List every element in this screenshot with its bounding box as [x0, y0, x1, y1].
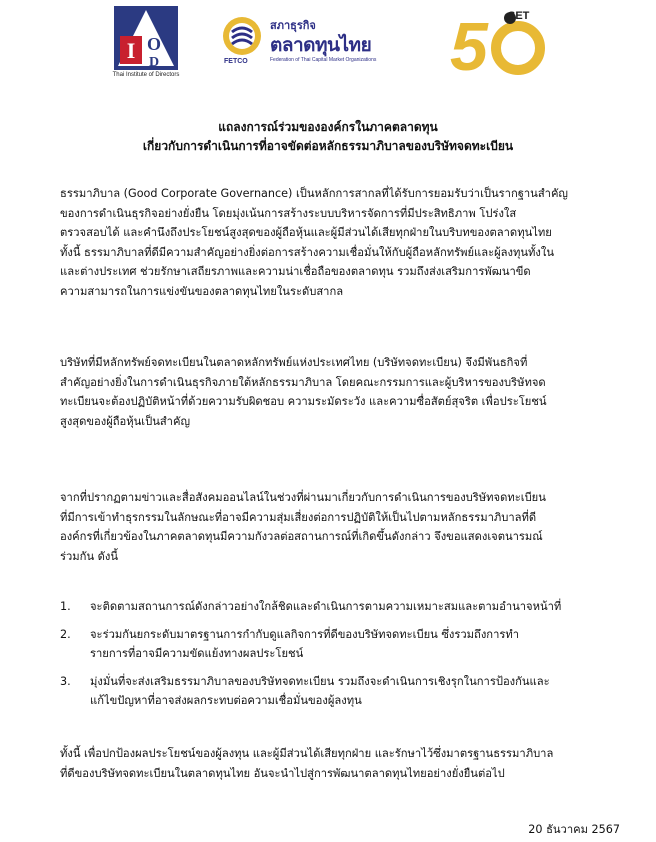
paragraph-line: ธรรมาภิบาล (Good Corporate Governance) เป็นหลักการสากลที่ได้รับการยอมรับว่าเป็นรากฐานสำคัญ: [60, 187, 568, 200]
commitment-list: [60, 597, 628, 719]
logo-header: [0, 0, 656, 90]
set-50th-logo: [448, 6, 558, 78]
list-item: [60, 625, 628, 664]
iod-emblem: [114, 6, 178, 70]
svg-text:D: D: [148, 55, 160, 70]
fetco-name-large: ตลาดทุนไทย: [270, 34, 372, 56]
list-item-line: จะติดตามสถานการณ์ดังกล่าวอย่างใกล้ชิดและดำเนินการตามความเหมาะสมและตามอำนาจหน้าที่: [90, 600, 562, 613]
paragraph-line: ของการดำเนินธุรกิจอย่างยั่งยืน โดยมุ่งเน้นการสร้างระบบบริหารจัดการที่มีประสิทธิภาพ โปร่งใส: [60, 206, 517, 220]
list-item: [60, 672, 628, 711]
paragraph-3: [60, 488, 628, 566]
paragraph-line: ที่ดีของบริษัทจดทะเบียนในตลาดทุนไทย อันจะนำไปสู่การพัฒนาตลาดทุนไทยอย่างยั่งยืนต่อไป: [60, 766, 505, 780]
paragraph-1: [60, 184, 628, 301]
set-50-graphic: [448, 6, 558, 78]
paragraph-line: บริษัทที่มีหลักทรัพย์จดทะเบียนในตลาดหลักทรัพย์แห่งประเทศไทย (บริษัทจดทะเบียน) จึงมีพันธกิจที่: [60, 356, 528, 369]
list-item: [60, 597, 628, 617]
fetco-tag: FETCO: [224, 58, 248, 65]
list-item-line: แก้ไขปัญหาที่อาจส่งผลกระทบต่อความเชื่อมั่นของผู้ลงทุน: [90, 694, 362, 707]
fetco-emblem: [220, 16, 266, 58]
list-item-line: จะร่วมกันยกระดับมาตรฐานการกำกับดูแลกิจการที่ดีของบริษัทจดทะเบียน ซึ่งรวมถึงการทำ: [90, 627, 520, 641]
paragraph-line: ร่วมกัน ดังนี้: [60, 549, 119, 563]
closing-paragraph: [60, 744, 628, 783]
list-number: 1.: [60, 600, 71, 613]
paragraph-line: ทั้งนี้ ธรรมาภิบาลที่ดีมีความสำคัญอย่างยิ่งต่อการสร้างความเชื่อมั่นให้กับผู้ถือหลักทรัพย์และผู้ลงทุนทั้งใน: [60, 245, 554, 259]
paragraph-line: และต่างประเทศ ช่วยรักษาเสถียรภาพและความน่าเชื่อถือของตลาดทุน รวมถึงส่งเสริมการพัฒนาขีด: [60, 265, 531, 278]
fetco-logo: [218, 14, 418, 74]
svg-text:I: I: [126, 38, 136, 63]
paragraph-line: จากที่ปรากฏตามข่าวและสื่อสังคมออนไลน์ในช่วงที่ผ่านมาเกี่ยวกับการดำเนินการของบริษัทจดทะเบียน: [60, 491, 546, 504]
iod-emblem-graphic: [114, 6, 178, 70]
paragraph-line: ที่มีการเข้าทำธุรกรรมในลักษณะที่อาจมีความสุ่มเสี่ยงต่อการปฏิบัติให้เป็นไปตามหลักธรรมาภิบาลที่ดี: [60, 510, 537, 524]
paragraph-line: ความสามารถในการแข่งขันของตลาดทุนไทยในระดับสากล: [60, 284, 344, 298]
list-item-line: มุ่งมั่นที่จะส่งเสริมธรรมาภิบาลของบริษัทจดทะเบียน รวมถึงจะดำเนินการเชิงรุกในการป้องกันและ: [90, 674, 550, 688]
set-wordmark: SET: [508, 10, 530, 22]
paragraph-line: สำคัญอย่างยิ่งในการดำเนินธุรกิจภายใต้หลักธรรมาภิบาล โดยคณะกรรมการและผู้บริหารของบริษัทจด: [60, 375, 546, 389]
svg-text:5: 5: [450, 9, 488, 78]
list-item-line: รายการที่อาจมีความขัดแย้งทางผลประโยชน์: [90, 647, 304, 660]
iod-logo: [106, 6, 186, 84]
list-number: 2.: [60, 627, 71, 641]
fetco-name-small: สภาธุรกิจ: [270, 19, 316, 32]
list-number: 3.: [60, 674, 71, 688]
set-50th-suffix: th: [532, 30, 541, 40]
document-date: 20 ธันวาคม 2567: [528, 823, 620, 836]
fetco-name-en: Federation of Thai Capital Market Organizations: [270, 57, 377, 63]
document-title-line-1: แถลงการณ์ร่วมขององค์กรในภาคตลาดทุน: [218, 120, 438, 134]
paragraph-line: ทั้งนี้ เพื่อปกป้องผลประโยชน์ของผู้ลงทุน และผู้มีส่วนได้เสียทุกฝ่าย และรักษาไว้ซึ่งมาตรฐานธรรมาภิบาล: [60, 747, 554, 760]
svg-text:O: O: [146, 34, 162, 54]
paragraph-line: ทะเบียนจะต้องปฏิบัติหน้าที่ด้วยความรับผิดชอบ ความระมัดระวัง และความซื่อสัตย์สุจริต เพื่อประโยชน์: [60, 395, 547, 408]
paragraph-line: องค์กรที่เกี่ยวข้องในภาคตลาดทุนมีความกังวลต่อสถานการณ์ที่เกิดขึ้นดังกล่าว จึงขอแสดงเจตนารมณ์: [60, 530, 543, 543]
paragraph-2: [60, 353, 628, 431]
paragraph-line: สูงสุดของผู้ถือหุ้นเป็นสำคัญ: [60, 414, 190, 428]
document-title-line-2: เกี่ยวกับการดำเนินการที่อาจขัดต่อหลักธรรมาภิบาลของบริษัทจดทะเบียน: [142, 139, 514, 153]
iod-caption: Thai Institute of Directors: [112, 72, 180, 78]
paragraph-line: ตรวจสอบได้ และคำนึงถึงประโยชน์สูงสุดของผู้ถือหุ้นและผู้มีส่วนได้เสียทุกฝ่ายในบริบทของตลาดทุนไทย: [60, 226, 552, 239]
